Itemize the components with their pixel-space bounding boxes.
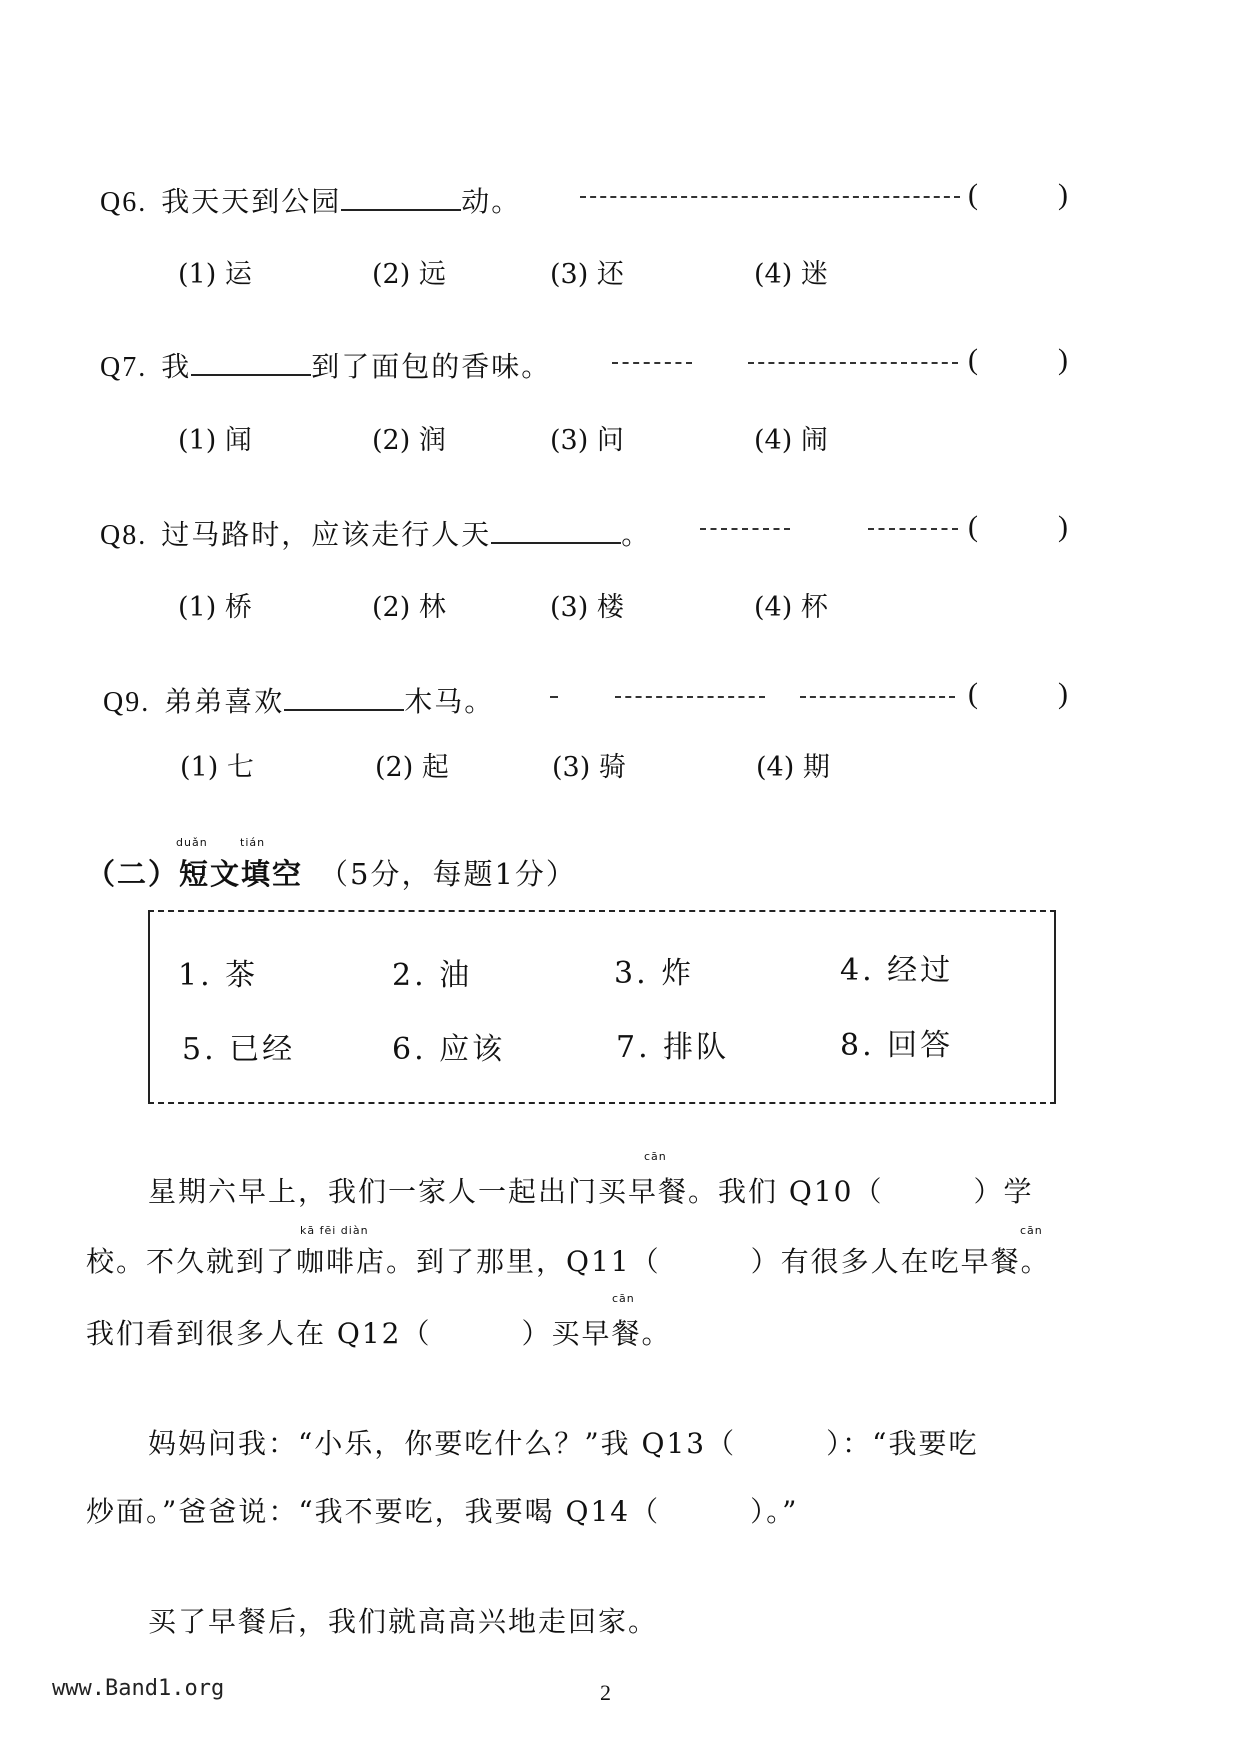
question-text-after: 木马。 xyxy=(404,685,495,718)
passage-line: 买了早餐后，我们就高高兴地走回家。 xyxy=(148,1605,659,1638)
passage-text: 校。不久就到了咖啡店。到了那里，Q11（ xyxy=(86,1245,661,1278)
question-text-before: 弟弟喜欢 xyxy=(164,685,285,718)
passage-line xyxy=(86,1312,672,1352)
question-text-before: 过马路时，应该走行人天 xyxy=(161,518,492,551)
option-3[interactable]: (3) 还 xyxy=(550,259,624,290)
answer-paren-open: ( xyxy=(968,343,978,376)
option-2[interactable]: (2) 林 xyxy=(372,592,446,623)
passage-text: ）：“我要吃 xyxy=(826,1427,979,1460)
option-4[interactable]: (4) 杯 xyxy=(754,592,828,623)
pinyin-can: cān xyxy=(612,1292,635,1305)
option-3[interactable]: (3) 楼 xyxy=(550,592,624,623)
answer-blank[interactable] xyxy=(284,683,404,711)
question-text-after: 到了面包的香味。 xyxy=(311,350,552,383)
option-2[interactable]: (2) 润 xyxy=(372,425,446,456)
option-4[interactable]: (4) 期 xyxy=(756,752,830,783)
question-text-after: 。 xyxy=(621,518,652,551)
question-text-before: 我天天到公园 xyxy=(161,185,342,218)
word-bank-item: 1. 茶 xyxy=(178,958,259,993)
passage-text: 妈妈问我：“小乐，你要吃什么？”我 Q13（ xyxy=(148,1427,737,1460)
option-1[interactable]: (1) 七 xyxy=(180,752,254,783)
word-bank-item: 5. 已经 xyxy=(182,1032,296,1067)
answer-paren-open: ( xyxy=(968,178,978,211)
answer-blank[interactable] xyxy=(341,183,461,211)
pinyin-tian: tián xyxy=(240,836,266,849)
passage-line xyxy=(86,1240,1051,1280)
answer-paren-close: ) xyxy=(1058,343,1068,376)
question-number: Q9. xyxy=(103,687,151,718)
passage-text: 星期六早上，我们一家人一起出门买早餐。我们 Q10（ xyxy=(148,1175,884,1208)
answer-blank[interactable] xyxy=(491,516,621,544)
question-q6 xyxy=(100,180,521,220)
option-3[interactable]: (3) 骑 xyxy=(552,752,626,783)
question-text-after: 动。 xyxy=(461,185,522,218)
section-title: 短文填空 xyxy=(179,857,304,891)
section-heading xyxy=(86,852,577,893)
question-text-before: 我 xyxy=(161,350,192,383)
passage-text: ）。” xyxy=(750,1495,799,1528)
option-3[interactable]: (3) 问 xyxy=(550,425,624,456)
passage-text: 炒面。”爸爸说：“我不要吃，我要喝 Q14（ xyxy=(86,1495,661,1528)
question-q8 xyxy=(100,513,651,553)
question-q7 xyxy=(100,345,551,385)
option-1[interactable]: (1) 运 xyxy=(178,259,252,290)
pinyin-kafeidian: kā fēi diàn xyxy=(300,1224,369,1237)
passage-text: ）买早餐。 xyxy=(521,1317,672,1350)
question-number: Q8. xyxy=(100,520,148,551)
word-bank-item: 7. 排队 xyxy=(616,1030,730,1065)
answer-blank[interactable] xyxy=(191,348,311,376)
option-2[interactable]: (2) 起 xyxy=(375,752,449,783)
question-q9 xyxy=(103,680,494,720)
page-number: 2 xyxy=(600,1680,611,1705)
passage-line xyxy=(148,1170,1034,1210)
word-bank-item: 4. 经过 xyxy=(840,953,954,988)
passage-text: ）有很多人在吃早餐。 xyxy=(750,1245,1051,1278)
passage-line xyxy=(86,1490,798,1530)
passage-text: ）学 xyxy=(973,1175,1034,1208)
word-bank-item: 2. 油 xyxy=(392,958,473,993)
leader-dashes xyxy=(612,362,692,364)
word-bank-item: 6. 应该 xyxy=(392,1032,506,1067)
word-bank-box xyxy=(148,910,1056,1104)
leader-dashes xyxy=(868,528,958,530)
answer-paren-close: ) xyxy=(1058,178,1068,211)
option-4[interactable]: (4) 闹 xyxy=(754,425,828,456)
word-bank-item: 3. 炸 xyxy=(614,956,695,991)
option-2[interactable]: (2) 远 xyxy=(372,259,446,290)
footer-site-link[interactable]: www.Band1.org xyxy=(52,1676,225,1701)
answer-paren-open: ( xyxy=(968,510,978,543)
section-score: （5分，每题1分） xyxy=(319,857,577,891)
pinyin-duan: duǎn xyxy=(176,836,208,849)
word-bank-item: 8. 回答 xyxy=(840,1028,954,1063)
answer-paren-open: ( xyxy=(968,677,978,710)
question-number: Q6. xyxy=(100,187,148,218)
answer-paren-close: ) xyxy=(1058,510,1068,543)
leader-dashes xyxy=(748,362,958,364)
question-number: Q7. xyxy=(100,352,148,383)
passage-text: 我们看到很多人在 Q12（ xyxy=(86,1317,432,1350)
option-4[interactable]: (4) 迷 xyxy=(754,259,828,290)
leader-dashes xyxy=(615,696,765,698)
leader-dashes xyxy=(800,696,955,698)
leader-dashes xyxy=(580,196,960,198)
pinyin-can: cān xyxy=(644,1150,667,1163)
option-1[interactable]: (1) 闻 xyxy=(178,425,252,456)
passage-line xyxy=(148,1422,978,1462)
pinyin-can: cān xyxy=(1020,1224,1043,1237)
leader-dashes xyxy=(700,528,790,530)
answer-paren-close: ) xyxy=(1058,677,1068,710)
leader-dashes xyxy=(550,696,558,698)
option-1[interactable]: (1) 桥 xyxy=(178,592,252,623)
section-label: （二） xyxy=(86,857,180,891)
